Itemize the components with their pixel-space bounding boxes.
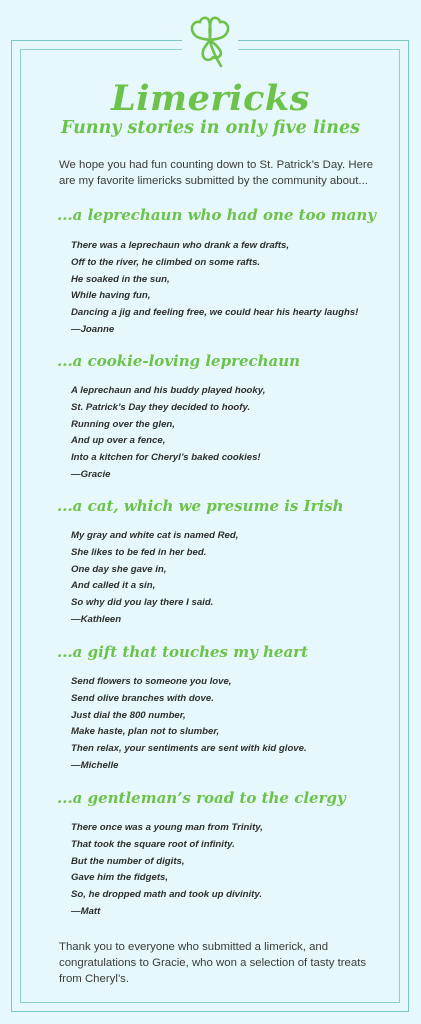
poem-line: Send flowers to someone you love, xyxy=(71,676,232,687)
poem-line: A leprechaun and his buddy played hooky, xyxy=(71,385,266,396)
section-heading: ...a leprechaun who had one too many xyxy=(57,206,377,224)
poem-line: And up over a fence, xyxy=(71,435,166,447)
poem-line: Make haste, plan not to slumber, xyxy=(71,726,220,738)
limerick-poem xyxy=(71,238,391,322)
poem-line: She likes to be fed in her bed. xyxy=(71,546,207,558)
poem-line: Send olive branches with dove. xyxy=(71,692,214,704)
section-heading: ...a cat, which we presume is Irish xyxy=(57,497,344,515)
poem-author: —Kathleen xyxy=(71,614,122,625)
poem-line: So why did you lay there I said. xyxy=(71,597,214,609)
poem-line: Off to the river, he climbed on some rafts. xyxy=(71,256,261,268)
poem-line: Running over the glen, xyxy=(71,418,175,430)
poem-author: —Gracie xyxy=(71,469,111,480)
poem-line: But the number of digits, xyxy=(71,855,185,867)
limerick-poem xyxy=(71,820,391,904)
limerick-poem xyxy=(71,674,391,758)
page-title: Limericks xyxy=(111,78,310,119)
closing-paragraph: Thank you to everyone who submitted a limerick, and congratulations to Gracie, who won a selection of tasty treats from Cheryl’s. xyxy=(59,941,367,985)
poem-line: There was a leprechaun who drank a few drafts, xyxy=(71,240,290,251)
shamrock-icon xyxy=(182,10,238,74)
section-heading: ...a gift that touches my heart xyxy=(57,643,309,661)
poem-line: There once was a young man from Trinity, xyxy=(71,822,263,833)
poem-line: Then relax, your sentiments are sent with kid glove. xyxy=(71,743,307,755)
limerick-poem xyxy=(71,528,391,612)
poem-line: My gray and white cat is named Red, xyxy=(71,530,239,541)
poem-line: Gave him the fidgets, xyxy=(71,872,169,884)
poem-line: St. Patrick’s Day they decided to hoofy. xyxy=(71,401,251,413)
page-subtitle: Funny stories in only five lines xyxy=(61,118,360,138)
poem-line: Just dial the 800 number, xyxy=(71,709,186,721)
poem-author: —Joanne xyxy=(71,324,115,335)
limerick-poem xyxy=(71,383,391,467)
poem-line: That took the square root of infinity. xyxy=(71,838,235,850)
poem-line: Dancing a jig and feeling free, we could hear his hearty laughs! xyxy=(71,307,359,319)
poem-line: Into a kitchen for Cheryl’s baked cookies! xyxy=(71,452,261,464)
poem-line: And called it a sin, xyxy=(71,580,156,592)
section-heading: ...a cookie-loving leprechaun xyxy=(57,352,301,370)
intro-paragraph: We hope you had fun counting down to St. Patrick’s Day. Here are my favorite limericks submitted by the community about... xyxy=(59,159,374,187)
section-heading: ...a gentleman’s road to the clergy xyxy=(57,789,346,807)
poem-author: —Michelle xyxy=(71,760,119,771)
poem-line: While having fun, xyxy=(71,290,151,302)
poem-author: —Matt xyxy=(71,906,101,917)
poem-line: One day she gave in, xyxy=(71,563,167,575)
poem-line: He soaked in the sun, xyxy=(71,273,170,285)
poem-line: So, he dropped math and took up divinity. xyxy=(71,889,262,901)
